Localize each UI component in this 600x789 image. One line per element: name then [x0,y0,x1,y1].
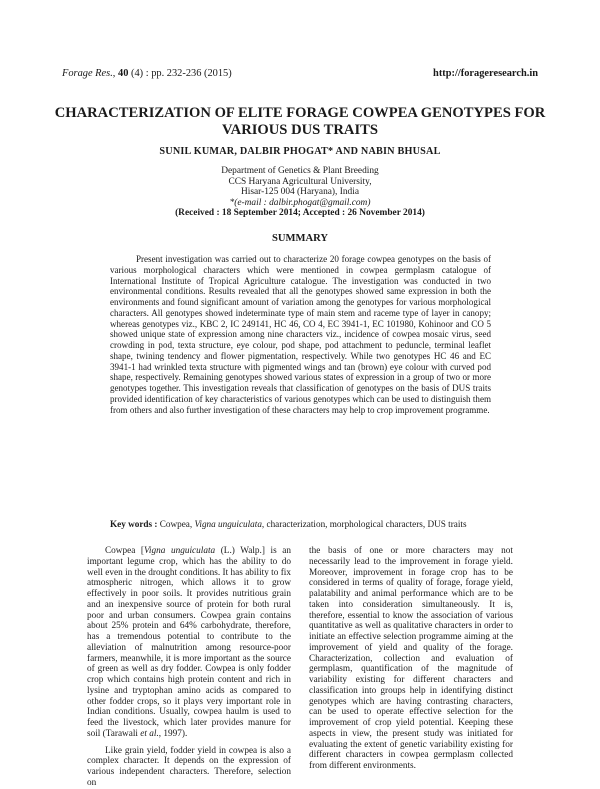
summary-body: Present investigation was carried out to characterize 20 forage cowpea genotypes on the basis of various morphological characters which were mentioned in cowpea germplasm catalogue of International Institute of Tropical Agriculture catalogue. The investigation was conducted in two environmental conditions. Results revealed that all the genotypes showed same expression in both the environments and found significant amount of variation among the genotypes for various morphological characters. All genotypes showed indeterminate type of main stem and raceme type of layer in canopy; whereas genotypes viz., KBC 2, IC 249141, HC 46, CO 4, EC 3941-1, EC 101980, Kohinoor and CO 5 showed unique state of expression among nine characters viz., incidence of cowpea mosaic virus, seed crowding in pod, texta structure, eye colour, pod shape, pod attachment to peduncle, terminal leaflet shape, twining tendency and flower pigmentation, respectively. While two genotypes HC 46 and EC 3941-1 had wrinkled texta structure with pigmented wings and tan (brown) eye colour with curved pod shape, respectively. Remaining genotypes showed various states of expression in a group of two or more genotypes together. This investigation reveals that classification of genotypes on the basis of DUS traits provided identification of key characteristics of various genotypes which can be used to distinguish them from others and also further investigation of these characters may help to crop improvement programme. [110,254,491,415]
intro-p1-end: , 1997). [158,728,188,739]
keywords-part-1: Cowpea, [157,519,195,529]
intro-p1-body: (L.) Walp.] is an important legume crop, which has the ability to do well even in the drought conditions. It has ability to fix atmospheric nitrogen, which allows it to grow effectively in poor soils. It provides nutritious grain and an inexpensive source of protein for both rural poor and urban consumers. Cowpea grain contains about 25% protein and 64% carbohydrate, therefore, has a tremendous potential to contribute to the alleviation of malnutrition among resource-poor farmers, meanwhile, it is more important as the source of green as well as dry fodder. Cowpea is only fodder crop which contains high protein content and rich in lysine and tryptophan amino acids as compared to other fodder crops, so it plays very important role in Indian conditions. Usually, cowpea haulm is used to feed the livestock, which later provides manure for soil (Tarawali [87,546,291,739]
intro-paragraph-1 [87,546,291,740]
keywords-line [110,519,510,529]
keywords-part-2: , characterization, morphological characters, DUS traits [261,519,467,529]
affiliation-department: Department of Genetics & Plant Breeding [221,166,379,176]
intro-paragraph-2: Like grain yield, fodder yield in cowpea is also a complex character. It depends on the expression of various independent characters. Therefore, selection on [87,745,291,788]
summary-heading: SUMMARY [271,233,329,244]
intro-p1-species: Vigna unguiculata [143,546,216,556]
affiliation-address: Hisar-125 004 (Haryana), India [241,187,359,198]
paper-title [40,105,560,139]
journal-citation: Forage Res., 40 (4) : pp. 232-236 (2015) [62,68,232,79]
corresponding-email[interactable]: *(e-mail : dalbir.phogat@gmail.com) [229,197,371,208]
journal-issue-pages: (4) : pp. 232-236 (2015) [131,68,232,79]
journal-volume: 40 [118,68,129,79]
affiliation-university: CCS Haryana Agricultural University, [228,176,372,187]
intro-paragraph-2-continued: the basis of one or more characters may not necessarily lead to the improvement in forage yield. Moreover, improvement in forage crop has to be considered in terms of quality of forage, forage yield, palatability and animal performance which are to be taken into consideration simultaneously. It is, therefore, essential to know the association of various quantitative as well as qualitative characters in order to initiate an effective selection programme aiming at the improvement of yield and quality of the forage. Characterization, collection and evaluation of germplasm, quantification of the magnitude of variability existing for different characters and classification into groups help in identifying distinct genotypes which are having contrasting characters, can be used to operate effective selection for the improvement of crop yield potential. Keeping these aspects in view, the present study was initiated for evaluating the extent of genetic variability existing for different characters in cowpea germplasm collected from different environments. [309,546,513,771]
summary-text [110,254,491,415]
body-column-left [87,546,291,789]
journal-name: Forage Res. [62,68,113,79]
journal-url[interactable]: http://forageresearch.in [433,68,538,79]
keywords-label: Key words : [110,519,158,529]
author-list: SUNIL KUMAR, DALBIR PHOGAT* AND NABIN BHUSAL [159,146,441,157]
title-line-2: VARIOUS DUS TRAITS [222,122,378,138]
intro-p1-etal: et al. [140,728,159,739]
intro-p1-start: Cowpea [ [105,546,144,556]
keywords-species: Vigna unguiculata [194,519,262,529]
affiliation-block [40,166,560,219]
title-line-1: CHARACTERIZATION OF ELITE FORAGE COWPEA GENOTYPES FOR [54,105,546,121]
received-accepted-dates: (Received : 18 September 2014; Accepted : 26 November 2014) [175,208,425,219]
body-column-right [309,546,513,772]
running-head [62,68,538,82]
